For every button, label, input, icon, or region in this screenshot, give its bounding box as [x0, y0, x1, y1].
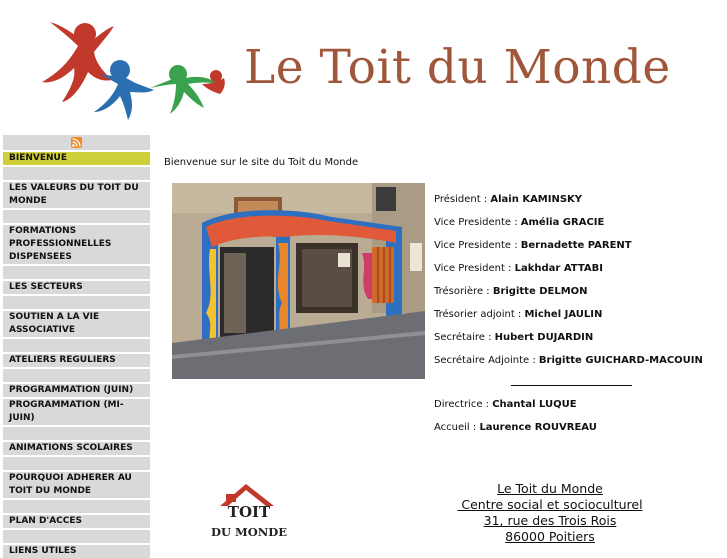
nav-spacer: [3, 296, 150, 309]
nav-spacer: [3, 369, 150, 382]
welcome-text: Bienvenue sur le site du Toit du Monde: [164, 157, 359, 168]
board-member-name: Bernadette PARENT: [520, 240, 632, 251]
sidebar-item-label: SOUTIEN A LA VIE: [9, 312, 100, 322]
sidebar-item-label: PROFESSIONNELLES: [9, 239, 112, 249]
address-line-3[interactable]: 86000 Poitiers: [505, 529, 595, 544]
staff-list: [434, 393, 724, 439]
rss-row: [3, 135, 150, 150]
nav-spacer: [3, 457, 150, 470]
sidebar-item-2[interactable]: [3, 225, 150, 264]
staff-member-row: [434, 393, 724, 416]
nav-spacer: [3, 339, 150, 352]
sidebar-item-label: ASSOCIATIVE: [9, 325, 75, 335]
site-title: Le Toit du Monde: [244, 40, 671, 95]
sidebar-item-label: DISPENSEES: [9, 252, 72, 262]
rss-feed-icon[interactable]: [71, 137, 82, 148]
staff-member-role: Accueil :: [434, 422, 480, 433]
staff-member-name: Chantal LUQUE: [492, 399, 577, 410]
sidebar-item-5[interactable]: [3, 354, 150, 367]
board-member-row: [434, 280, 724, 303]
sidebar-item-label: LIENS UTILES: [9, 546, 77, 556]
sidebar-item-label: MONDE: [9, 196, 47, 206]
board-member-role: Trésorière :: [434, 286, 493, 297]
sidebar-item-8[interactable]: [3, 442, 150, 455]
board-member-row: [434, 257, 724, 280]
logo-text-bottom: DU MONDE: [210, 525, 288, 539]
storefront-photo: [172, 183, 425, 379]
sidebar-item-label: TOIT DU MONDE: [9, 486, 92, 496]
sidebar-item-label: PLAN D'ACCES: [9, 516, 82, 526]
staff-member-name: Laurence ROUVREAU: [479, 422, 597, 433]
staff-member-role: Directrice :: [434, 399, 493, 410]
sidebar-item-9[interactable]: [3, 472, 150, 498]
board-member-role: Vice Presidente :: [434, 217, 521, 228]
board-member-name: Michel JAULIN: [524, 309, 603, 320]
nav-spacer: [3, 427, 150, 440]
address-block: [430, 481, 670, 545]
nav-spacer: [3, 266, 150, 279]
horizontal-divider: [511, 385, 632, 386]
sidebar-item-1[interactable]: [3, 182, 150, 208]
sidebar-item-4[interactable]: [3, 311, 150, 337]
board-member-name: Amélia GRACIE: [520, 217, 605, 228]
sidebar-item-label: ANIMATIONS SCOLAIRES: [9, 443, 133, 453]
board-member-row: [434, 349, 724, 372]
board-member-role: Vice President :: [434, 263, 515, 274]
board-members-list: [434, 188, 724, 372]
sidebar-item-3[interactable]: [3, 281, 150, 294]
nav-spacer: [3, 167, 150, 180]
board-member-row: [434, 211, 724, 234]
board-member-row: [434, 303, 724, 326]
board-member-role: Vice Presidente :: [434, 240, 521, 251]
nav-list: [3, 152, 150, 558]
address-line-1[interactable]: Centre social et socioculturel: [457, 497, 643, 512]
board-member-name: Hubert DUJARDIN: [494, 332, 594, 343]
sidebar-item-10[interactable]: [3, 515, 150, 528]
sidebar-item-label: PROGRAMMATION (JUIN): [9, 385, 134, 395]
sidebar-item-11[interactable]: [3, 545, 150, 558]
board-member-row: [434, 234, 724, 257]
nav-spacer: [3, 530, 150, 543]
sidebar-item-label: PROGRAMMATION (MI-JUIN): [9, 400, 124, 423]
site-header: [0, 0, 727, 130]
address-line-2[interactable]: 31, rue des Trois Rois: [483, 513, 617, 528]
sidebar-item-6[interactable]: [3, 384, 150, 397]
board-member-role: Secrétaire Adjointe :: [434, 355, 539, 366]
board-member-row: [434, 326, 724, 349]
nav-spacer: [3, 210, 150, 223]
sidebar-item-label: POURQUOI ADHERER AU: [9, 473, 132, 483]
staff-member-row: [434, 416, 724, 439]
board-member-row: [434, 188, 724, 211]
sidebar-item-label: FORMATIONS: [9, 226, 77, 236]
sidebar-nav: [3, 135, 150, 556]
nav-spacer: [3, 500, 150, 513]
sidebar-item-label: ATELIERS REGULIERS: [9, 355, 116, 365]
sidebar-item-label: LES SECTEURS: [9, 282, 83, 292]
board-member-name: Lakhdar ATTABI: [514, 263, 603, 274]
sidebar-item-label: LES VALEURS DU TOIT DU: [9, 183, 139, 193]
board-member-name: Brigitte GUICHARD-MACOUIN: [538, 355, 703, 366]
sidebar-item-label: BIENVENUE: [9, 153, 67, 163]
board-member-name: Brigitte DELMON: [492, 286, 588, 297]
board-member-role: Trésorier adjoint :: [434, 309, 525, 320]
dancing-figures-logo: [30, 12, 230, 124]
toit-du-monde-logo: [210, 480, 288, 542]
sidebar-item-7[interactable]: [3, 399, 150, 425]
logo-text-top: TOIT: [227, 503, 271, 521]
board-member-role: Président :: [434, 194, 491, 205]
sidebar-item-0[interactable]: [3, 152, 150, 165]
board-member-role: Secrétaire :: [434, 332, 495, 343]
address-name-link[interactable]: Le Toit du Monde: [497, 481, 603, 496]
board-member-name: Alain KAMINSKY: [490, 194, 583, 205]
